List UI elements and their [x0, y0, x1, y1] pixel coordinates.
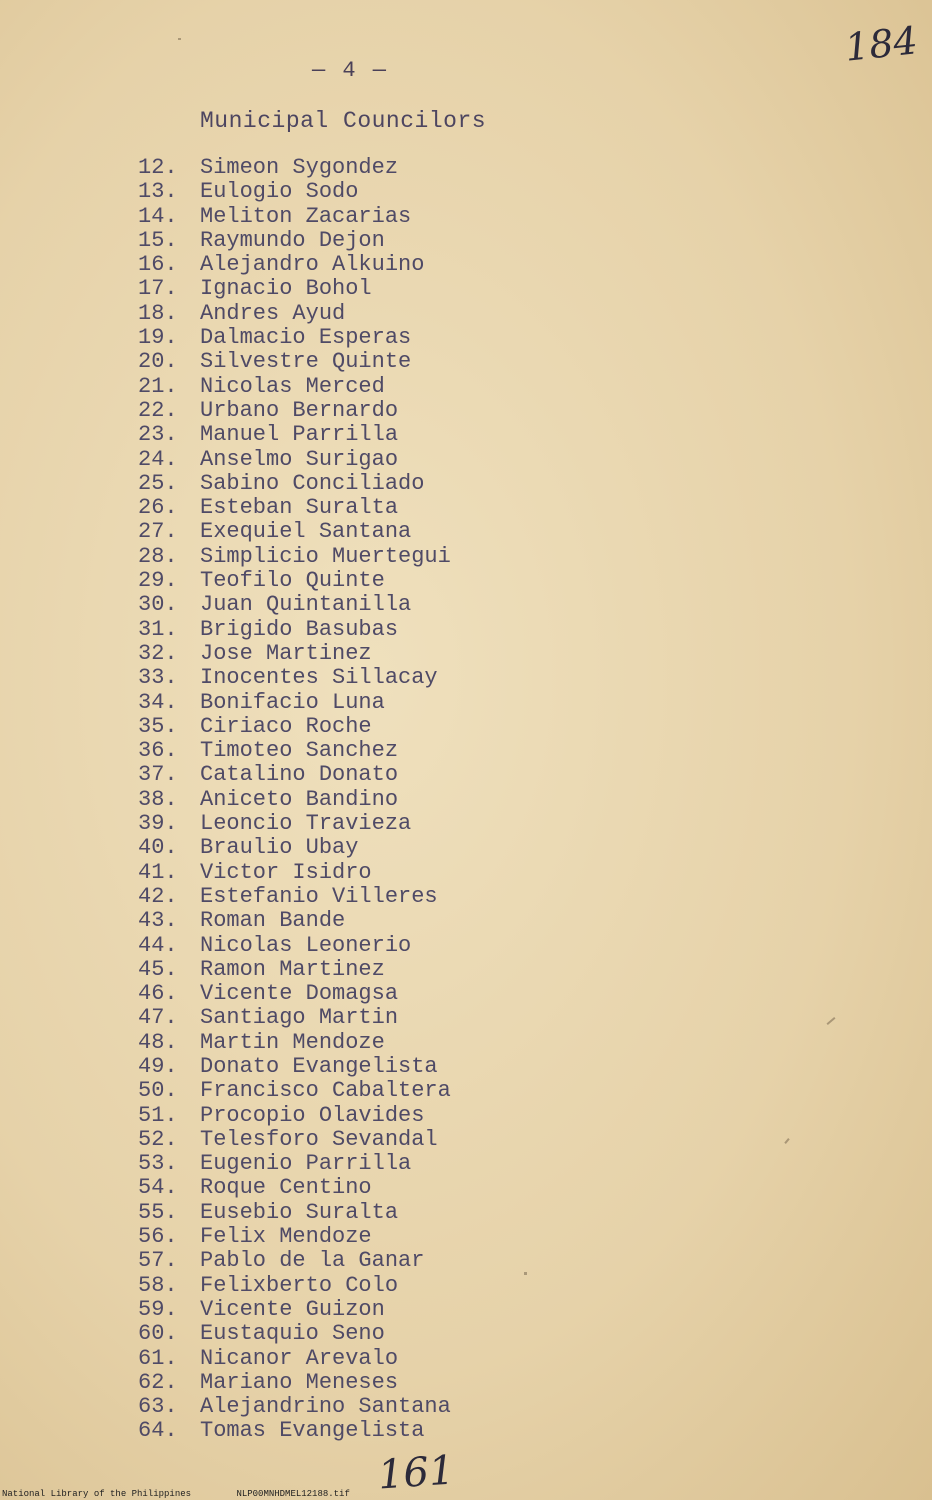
councilor-entry — [138, 1104, 451, 1128]
councilor-number: 14. — [138, 203, 178, 229]
councilor-number: 45. — [138, 956, 178, 982]
councilor-number: 46. — [138, 981, 178, 1007]
councilor-name: Pablo de la Ganar — [200, 1248, 425, 1274]
councilor-name: Bonifacio Luna — [200, 689, 385, 715]
paper-speck — [827, 1017, 836, 1025]
councilor-name: Sabino Conciliado — [200, 470, 425, 496]
councilor-name: Martin Mendoze — [200, 1029, 385, 1055]
councilor-number: 41. — [138, 859, 178, 885]
councilor-entry — [138, 763, 451, 787]
councilor-number: 43. — [138, 908, 178, 934]
councilor-name: Simeon Sygondez — [200, 155, 399, 180]
councilor-number: 57. — [138, 1248, 178, 1274]
councilor-name: Dalmacio Esperas — [200, 325, 412, 351]
councilor-name: Aniceto Bandino — [200, 786, 399, 812]
councilor-entry — [138, 1371, 451, 1395]
councilor-entry — [138, 958, 451, 982]
councilor-name: Catalino Donato — [200, 762, 399, 788]
councilor-name: Manuel Parrilla — [200, 422, 399, 448]
councilor-number: 60. — [138, 1321, 178, 1347]
councilor-number: 48. — [138, 1029, 178, 1055]
councilor-name: Anselmo Surigao — [200, 446, 399, 472]
councilor-number: 12. — [138, 155, 178, 180]
councilor-name: Leoncio Travieza — [200, 811, 412, 837]
councilor-entry — [138, 885, 451, 909]
councilor-name: Estefanio Villeres — [200, 883, 438, 909]
councilor-number: 19. — [138, 325, 178, 351]
councilor-entry — [138, 399, 451, 423]
councilor-number: 53. — [138, 1151, 178, 1177]
councilor-number: 22. — [138, 397, 178, 423]
councilor-name: Mariano Meneses — [200, 1369, 399, 1395]
councilor-entry — [138, 1128, 451, 1152]
councilor-entry — [138, 1201, 451, 1225]
councilor-entry — [138, 569, 451, 593]
councilor-number: 33. — [138, 665, 178, 691]
councilor-entry — [138, 788, 451, 812]
councilor-number: 61. — [138, 1345, 178, 1371]
councilor-entry — [138, 350, 451, 374]
paper-speck — [784, 1138, 789, 1144]
councilor-number: 21. — [138, 373, 178, 399]
councilor-name: Felixberto Colo — [200, 1272, 399, 1298]
councilor-entry — [138, 1419, 451, 1443]
councilor-entry — [138, 229, 451, 253]
section-heading: Municipal Councilors — [200, 108, 487, 134]
councilor-name: Nicolas Merced — [200, 373, 385, 399]
councilor-name: Urbano Bernardo — [200, 397, 399, 423]
councilor-name: Brigido Basubas — [200, 616, 399, 642]
councilor-entry — [138, 1322, 451, 1346]
councilor-number: 62. — [138, 1369, 178, 1395]
footer-filename: NLP00MNHDMEL12188.tif — [236, 1489, 350, 1499]
councilor-name: Eustaquio Seno — [200, 1321, 385, 1347]
councilor-name: Raymundo Dejon — [200, 227, 385, 253]
councilor-number: 32. — [138, 640, 178, 666]
councilor-name: Santiago Martin — [200, 1005, 399, 1031]
councilor-name: Timoteo Sanchez — [200, 738, 399, 764]
councilor-entry — [138, 836, 451, 860]
councilor-entry — [138, 1006, 451, 1030]
councilor-number: 55. — [138, 1199, 178, 1225]
scan-footer — [2, 1489, 390, 1499]
councilor-number: 52. — [138, 1126, 178, 1152]
councilor-number: 64. — [138, 1418, 178, 1444]
councilor-number: 25. — [138, 470, 178, 496]
councilor-name: Telesforo Sevandal — [200, 1126, 438, 1152]
paper-speck — [524, 1272, 527, 1275]
councilor-number: 42. — [138, 883, 178, 909]
councilor-number: 38. — [138, 786, 178, 812]
councilor-name: Roque Centino — [200, 1175, 372, 1201]
councilor-entry — [138, 691, 451, 715]
councilor-entry — [138, 545, 451, 569]
handwritten-page-stamp: 161 — [376, 1447, 456, 1499]
councilor-number: 54. — [138, 1175, 178, 1201]
councilor-entry — [138, 375, 451, 399]
councilor-name: Nicolas Leonerio — [200, 932, 412, 958]
councilor-number: 51. — [138, 1102, 178, 1128]
folio-mark: 184 — [843, 18, 921, 70]
councilor-name: Teofilo Quinte — [200, 568, 385, 594]
councilor-entry — [138, 1347, 451, 1371]
councilor-entry — [138, 593, 451, 617]
councilor-number: 17. — [138, 276, 178, 302]
councilor-name: Silvestre Quinte — [200, 349, 412, 375]
councilor-name: Francisco Cabaltera — [200, 1078, 451, 1104]
councilor-name: Andres Ayud — [200, 300, 346, 326]
councilor-number: 47. — [138, 1005, 178, 1031]
councilor-name: Meliton Zacarias — [200, 203, 412, 229]
councilor-name: Eusebio Suralta — [200, 1199, 399, 1225]
councilor-name: Alejandro Alkuino — [200, 252, 425, 278]
councilor-name: Victor Isidro — [200, 859, 372, 885]
councilor-entry — [138, 156, 451, 180]
councilor-name: Ciriaco Roche — [200, 713, 372, 739]
councilor-number: 29. — [138, 568, 178, 594]
councilor-number: 13. — [138, 179, 178, 205]
councilor-entry — [138, 180, 451, 204]
councilor-entry — [138, 812, 451, 836]
councilor-entry — [138, 618, 451, 642]
councilor-entry — [138, 1176, 451, 1200]
councilor-number: 30. — [138, 592, 178, 618]
councilor-number: 63. — [138, 1394, 178, 1420]
page-number: — 4 — — [312, 58, 389, 83]
councilor-entry — [138, 739, 451, 763]
councilor-name: Roman Bande — [200, 908, 346, 934]
councilor-name: Nicanor Arevalo — [200, 1345, 399, 1371]
councilor-entry — [138, 666, 451, 690]
councilor-number: 36. — [138, 738, 178, 764]
councilor-name: Eugenio Parrilla — [200, 1151, 412, 1177]
councilor-number: 24. — [138, 446, 178, 472]
councilor-name: Vicente Domagsa — [200, 981, 399, 1007]
councilor-name: Donato Evangelista — [200, 1053, 438, 1079]
councilor-name: Braulio Ubay — [200, 835, 359, 861]
councilor-name: Alejandrino Santana — [200, 1394, 451, 1420]
councilor-name: Ramon Martinez — [200, 956, 385, 982]
councilor-number: 23. — [138, 422, 178, 448]
councilor-entry — [138, 909, 451, 933]
councilor-number: 44. — [138, 932, 178, 958]
councilor-name: Felix Mendoze — [200, 1224, 372, 1250]
councilor-number: 35. — [138, 713, 178, 739]
councilor-entry — [138, 715, 451, 739]
councilor-entry — [138, 1079, 451, 1103]
councilor-number: 39. — [138, 811, 178, 837]
councilor-name: Exequiel Santana — [200, 519, 412, 545]
councilor-entry — [138, 448, 451, 472]
councilor-entry — [138, 1249, 451, 1273]
councilor-entry — [138, 326, 451, 350]
councilor-name: Ignacio Bohol — [200, 276, 372, 302]
councilor-number: 59. — [138, 1296, 178, 1322]
councilor-name: Procopio Olavides — [200, 1102, 425, 1128]
councilor-entry — [138, 861, 451, 885]
councilor-name: Esteban Suralta — [200, 495, 399, 521]
councilor-name: Inocentes Sillacay — [200, 665, 438, 691]
councilor-number: 31. — [138, 616, 178, 642]
councilor-name: Simplicio Muertegui — [200, 543, 451, 569]
councilor-entry — [138, 496, 451, 520]
councilor-number: 49. — [138, 1053, 178, 1079]
councilor-name: Juan Quintanilla — [200, 592, 412, 618]
councilor-entry — [138, 642, 451, 666]
councilor-entry — [138, 253, 451, 277]
councilor-number: 26. — [138, 495, 178, 521]
councilor-list — [138, 156, 451, 1444]
councilor-number: 50. — [138, 1078, 178, 1104]
footer-source: National Library of the Philippines — [2, 1489, 192, 1499]
paper-speck — [178, 38, 181, 40]
councilor-name: Vicente Guizon — [200, 1296, 385, 1322]
councilor-entry — [138, 423, 451, 447]
councilor-number: 58. — [138, 1272, 178, 1298]
councilor-entry — [138, 1395, 451, 1419]
councilor-entry — [138, 205, 451, 229]
councilor-number: 37. — [138, 762, 178, 788]
councilor-number: 15. — [138, 227, 178, 253]
councilor-name: Tomas Evangelista — [200, 1418, 425, 1444]
councilor-entry — [138, 1152, 451, 1176]
councilor-entry — [138, 520, 451, 544]
councilor-entry — [138, 1274, 451, 1298]
councilor-number: 40. — [138, 835, 178, 861]
councilor-number: 27. — [138, 519, 178, 545]
councilor-entry — [138, 1055, 451, 1079]
councilor-entry — [138, 982, 451, 1006]
councilor-entry — [138, 1031, 451, 1055]
councilor-entry — [138, 302, 451, 326]
councilor-entry — [138, 934, 451, 958]
councilor-number: 18. — [138, 300, 178, 326]
councilor-name: Eulogio Sodo — [200, 179, 359, 205]
councilor-name: Jose Martinez — [200, 640, 372, 666]
councilor-entry — [138, 1225, 451, 1249]
councilor-number: 20. — [138, 349, 178, 375]
councilor-number: 56. — [138, 1224, 178, 1250]
councilor-entry — [138, 277, 451, 301]
councilor-entry — [138, 472, 451, 496]
councilor-number: 16. — [138, 252, 178, 278]
councilor-number: 28. — [138, 543, 178, 569]
councilor-entry — [138, 1298, 451, 1322]
councilor-number: 34. — [138, 689, 178, 715]
